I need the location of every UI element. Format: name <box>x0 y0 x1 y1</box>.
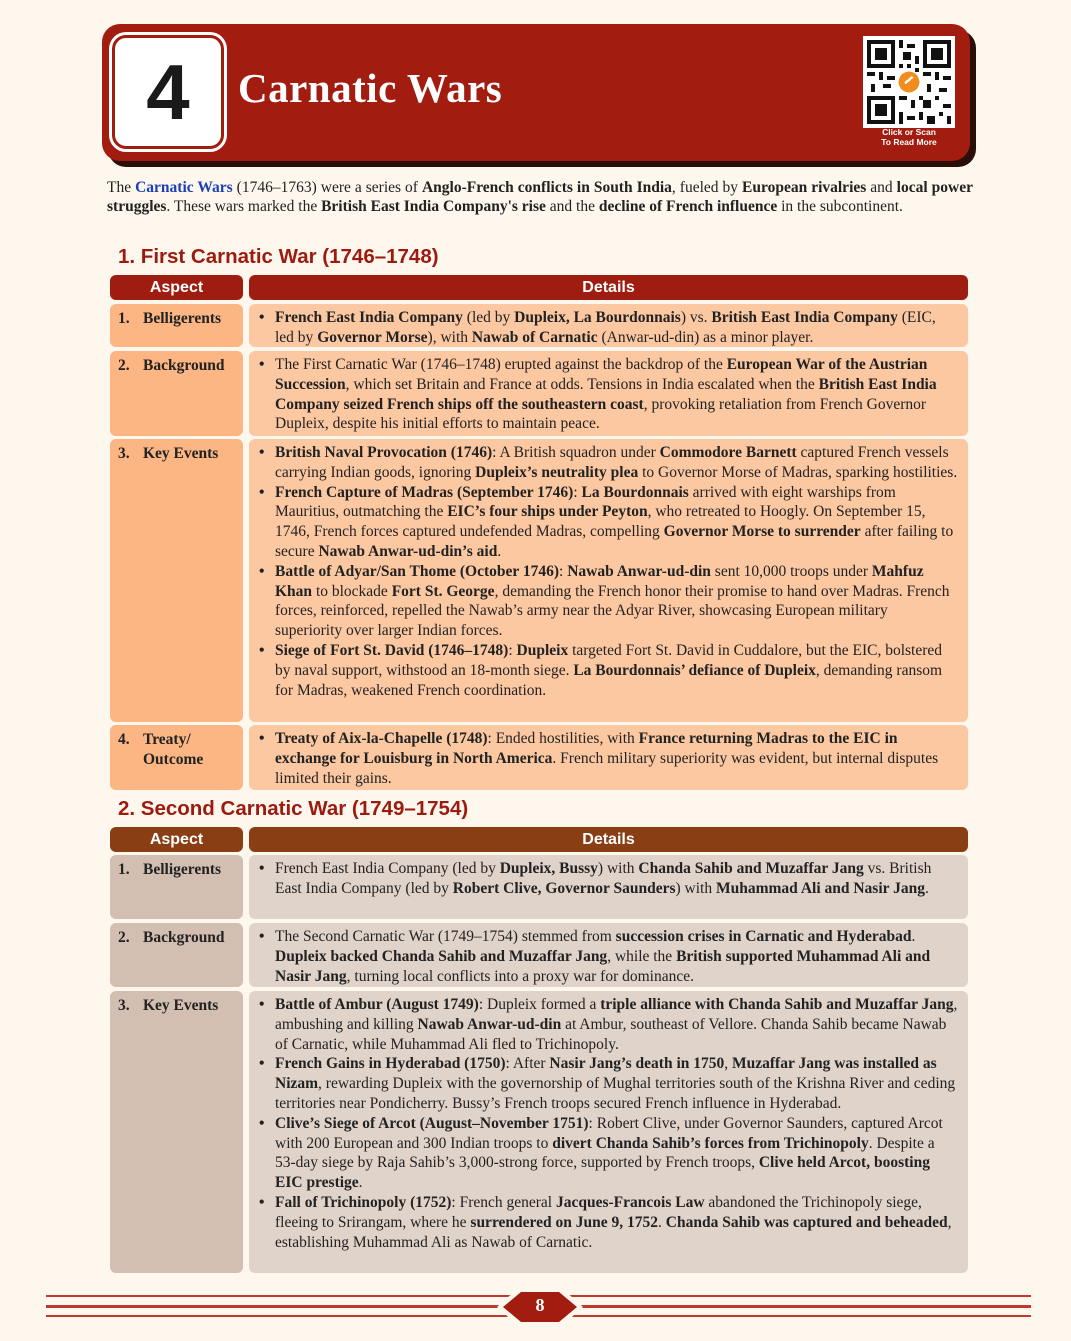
qr-caption-line2: To Read More <box>881 137 937 147</box>
column-header-details: Details <box>249 827 968 852</box>
chapter-number: 4 <box>112 35 224 149</box>
list-item: • French Capture of Madras (September 1746): La Bourdonnais arrived with eight warships from Mauritius, outmatching the EIC’s four ships under Peyton, who retreated to Hoogly. On September 15, 1746, French forces captured undefended Madras, compelling Governor Morse to surrender after failing to secure Nawab Anwar-ud-din’s aid. <box>257 483 958 562</box>
list-item: • Siege of Fort St. David (1746–1748): Dupleix targeted Fort St. David in Cuddalore, but the EIC, bolstered by naval support, withstood an 18-month siege. La Bourdonnais’ defiance of Dupleix, demanding ransom for Madras, weakened French coordination. <box>257 641 958 700</box>
intro-paragraph: The Carnatic Wars (1746–1763) were a series of Anglo-French conflicts in South India, fueled by European rivalries and local power struggles. These wars marked the British East India Company's rise and the decline of French influence in the subcontinent. <box>107 179 973 215</box>
list-item: • French Gains in Hyderabad (1750): After Nasir Jang’s death in 1750, Muzaffar Jang was installed as Nizam, rewarding Dupleix with the governorship of Mughal territories south of the Krishna River and ceding territories near Pondicherry. Bussy’s French troops secured French influence in Hyderabad. <box>257 1054 958 1113</box>
list-item: • British Naval Provocation (1746): A British squadron under Commodore Barnett captured French vessels carrying Indian goods, ignoring Dupleix’s neutrality plea to Governor Morse of Madras, sparking hostilities. <box>257 443 958 483</box>
section-title-second-carnatic-war: 2. Second Carnatic War (1749–1754) <box>118 797 469 820</box>
details-cell-background <box>249 351 968 436</box>
page-number: 8 <box>535 1295 545 1315</box>
list-item: • The Second Carnatic War (1749–1754) stemmed from succession crises in Carnatic and Hyderabad. Dupleix backed Chanda Sahib and Muzaffar Jang, while the British supported Muhammad Ali and Nasir Jang, turning local conflicts into a proxy war for dominance. <box>257 927 958 986</box>
details-cell-key-events <box>249 991 968 1273</box>
list-item: • French East India Company (led by Dupleix, La Bourdonnais) vs. British East India Company (EIC, led by Governor Morse), with Nawab of Carnatic (Anwar-ud-din) as a minor player. <box>257 308 958 348</box>
section-title-first-carnatic-war: 1. First Carnatic War (1746–1748) <box>118 245 439 268</box>
chapter-title: Carnatic Wars <box>238 65 503 111</box>
aspect-cell-background: 2. Background <box>110 351 243 436</box>
aspect-cell-treaty-outcome: 4. Treaty/ Outcome <box>110 725 243 790</box>
list-item: • Fall of Trichinopoly (1752): French general Jacques-Francois Law abandoned the Trichinopoly siege, fleeing to Srirangam, where he surrendered on June 9, 1752. Chanda Sahib was captured and beheaded, establishing Muhammad Ali as Nawab of Carnatic. <box>257 1193 958 1252</box>
chapter-banner <box>102 24 970 161</box>
qr-caption <box>858 127 960 147</box>
details-cell-key-events <box>249 439 968 722</box>
list-item: • Battle of Adyar/San Thome (October 1746): Nawab Anwar-ud-din sent 10,000 troops under Mahfuz Khan to blockade Fort St. George, demanding the French honor their promise to hand over Madras. French forces, reinforced, repelled the Nawab’s army near the Adyar River, showcasing European military superiority over larger Indian forces. <box>257 562 958 641</box>
details-cell-background <box>249 923 968 987</box>
column-header-aspect: Aspect <box>110 827 243 852</box>
carnatic-wars-link[interactable]: Carnatic Wars <box>135 179 233 196</box>
column-header-aspect: Aspect <box>110 275 243 300</box>
qr-code[interactable] <box>863 36 955 128</box>
aspect-cell-key-events: 3. Key Events <box>110 439 243 722</box>
details-cell-treaty-outcome <box>249 725 968 790</box>
aspect-cell-key-events: 3. Key Events <box>110 991 243 1273</box>
list-item: • The First Carnatic War (1746–1748) erupted against the backdrop of the European War of the Austrian Succession, which set Britain and France at odds. Tensions in India escalated when the British East India Company seized French ships off the southeastern coast, provoking retaliation from French Governor Dupleix, despite his initial efforts to maintain peace. <box>257 355 958 434</box>
list-item: • French East India Company (led by Dupleix, Bussy) with Chanda Sahib and Muzaffar Jang vs. British East India Company (led by Robert Clive, Governor Saunders) with Muhammad Ali and Nasir Jang. <box>257 859 958 899</box>
list-item: • Clive’s Siege of Arcot (August–November 1751): Robert Clive, under Governor Saunders, captured Arcot with 200 European and 300 Indian troops to divert Chanda Sahib’s forces from Trichinopoly. Despite a 53-day siege by Raja Sahib’s 3,000-strong force, supported by French troops, Clive held Arcot, boosting EIC prestige. <box>257 1114 958 1193</box>
list-item: • Battle of Ambur (August 1749): Dupleix formed a triple alliance with Chanda Sahib and Muzaffar Jang, ambushing and killing Nawab Anwar-ud-din at Ambur, southeast of Vellore. Chanda Sahib became Nawab of Carnatic, while Muhammad Ali fled to Trichinopoly. <box>257 995 958 1054</box>
details-cell-belligerents <box>249 304 968 347</box>
qr-code-icon <box>867 40 951 124</box>
aspect-cell-belligerents: 1. Belligerents <box>110 855 243 919</box>
list-item: • Treaty of Aix-la-Chapelle (1748): Ended hostilities, with France returning Madras to the EIC in exchange for Louisburg in North America. French military superiority was evident, but internal disputes limited their gains. <box>257 729 958 788</box>
column-header-details: Details <box>249 275 968 300</box>
qr-caption-line1: Click or Scan <box>882 127 936 137</box>
details-cell-belligerents <box>249 855 968 919</box>
aspect-cell-belligerents: 1. Belligerents <box>110 304 243 347</box>
aspect-cell-background: 2. Background <box>110 923 243 987</box>
